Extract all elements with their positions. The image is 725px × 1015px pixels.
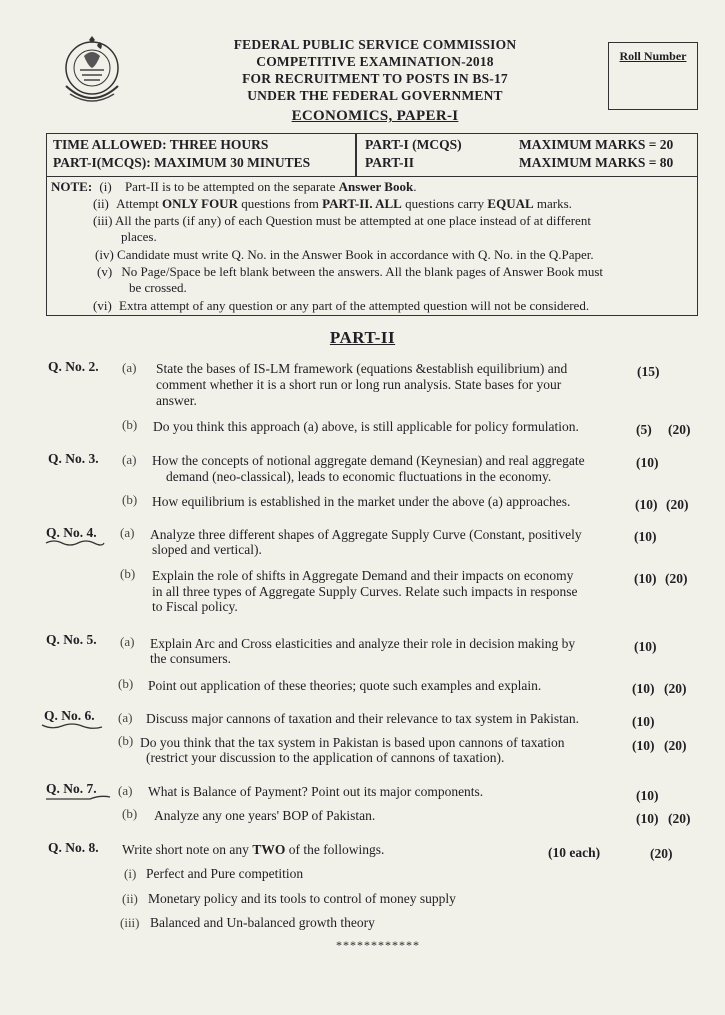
q4a-marks: (10) [634, 529, 657, 544]
q3a-text-1: How the concepts of notional aggregate demand (Keynesian) and real aggregate [152, 453, 585, 468]
roll-number-box[interactable] [608, 42, 698, 110]
q8-i-label: (i) [124, 866, 137, 881]
q6b-marks: (10) [632, 738, 655, 753]
q7-underline-mark [44, 795, 114, 803]
q5a-label: (a) [120, 634, 135, 649]
q8-marks-each: (10 each) [548, 845, 601, 860]
time-marks-box [46, 133, 698, 177]
note-item-6: (vi) Extra attempt of any question or any part of the attempted question will not be considered. [93, 298, 590, 313]
q7-number: Q. No. 7. [46, 781, 97, 796]
q2b-text-1: Do you think this approach (a) above, is still applicable for policy formulation. [153, 419, 579, 434]
q8-ii-text: Monetary policy and its tools to control of money supply [148, 891, 456, 906]
q6b-text-1: Do you think that the tax system in Pakistan is based upon cannons of taxation [140, 735, 565, 750]
q3-number: Q. No. 3. [48, 451, 99, 466]
q7-total: (20) [668, 811, 691, 826]
q6a-text-1: Discuss major cannons of taxation and their relevance to tax system in Pakistan. [146, 711, 580, 726]
q7b-text-1: Analyze any one years' BOP of Pakistan. [154, 808, 376, 823]
note-item-2: (ii) Attempt ONLY FOUR questions from PART-II. ALL questions carry EQUAL marks. [93, 196, 572, 211]
q2b-marks: (5) [636, 422, 652, 437]
q3b-marks: (10) [635, 497, 658, 512]
fpsc-seal-icon [56, 34, 128, 110]
q7a-marks: (10) [636, 788, 659, 803]
q4-total: (20) [665, 571, 688, 586]
q6a-marks: (10) [632, 714, 655, 729]
q6-underline-mark [40, 722, 106, 730]
q4b-marks: (10) [634, 571, 657, 586]
note-item-3-cont: places. [121, 229, 157, 244]
q7b-marks: (10) [636, 811, 659, 826]
q8-iii-label: (iii) [120, 915, 140, 930]
q4a-text-1: Analyze three different shapes of Aggregate Supply Curve (Constant, positively [150, 527, 582, 542]
q2a-text-2: comment whether it is a short run or long run analysis. State bases for your [156, 377, 562, 392]
note-num: (i) [99, 179, 112, 194]
q3a-label: (a) [122, 452, 137, 467]
government-line: UNDER THE FEDERAL GOVERNMENT [247, 88, 503, 103]
q3-total: (20) [666, 497, 689, 512]
q4b-text-1: Explain the role of shifts in Aggregate Demand and their impacts on economy [152, 568, 574, 583]
q2a-text-3: answer. [156, 393, 197, 408]
q2a-marks: (15) [637, 364, 660, 379]
part2-label: PART-II [365, 155, 415, 170]
q5b-marks: (10) [632, 681, 655, 696]
q6-number: Q. No. 6. [44, 708, 95, 723]
q5a-text-2: the consumers. [150, 651, 231, 666]
paper-title: ECONOMICS, PAPER-I [291, 108, 459, 124]
part2-marks: MAXIMUM MARKS = 80 [519, 155, 674, 170]
exam-name: COMPETITIVE EXAMINATION-2018 [256, 54, 494, 69]
q5b-label: (b) [118, 676, 134, 691]
q2b-label: (b) [122, 417, 138, 432]
q7a-text-1: What is Balance of Payment? Point out its major components. [148, 784, 484, 799]
q6b-label: (b) [118, 733, 134, 748]
q8-intro: Write short note on any TWO of the followings. [122, 842, 385, 857]
q5-number: Q. No. 5. [46, 632, 97, 647]
note-item-4: (iv) Candidate must write Q. No. in the Answer Book in accordance with Q. No. in the Q.Paper. [95, 247, 594, 262]
part1-marks: MAXIMUM MARKS = 20 [519, 137, 674, 152]
mcq-time: PART-I(MCQS): MAXIMUM 30 MINUTES [53, 155, 311, 170]
q8-iii-text: Balanced and Un-balanced growth theory [150, 915, 375, 930]
q8-number: Q. No. 8. [48, 840, 99, 855]
q8-total: (20) [650, 846, 673, 861]
q4-number: Q. No. 4. [46, 525, 97, 540]
recruitment-line: FOR RECRUITMENT TO POSTS IN BS-17 [242, 71, 508, 86]
note-item-3: (iii) All the parts (if any) of each Question must be attempted at one place instead of at different [93, 213, 591, 228]
note-lead: NOTE: [51, 179, 93, 194]
box-divider [355, 134, 357, 176]
q3b-text-1: How equilibrium is established in the market under the above (a) approaches. [152, 494, 571, 509]
q4-underline-mark [44, 539, 106, 547]
q6a-label: (a) [118, 710, 133, 725]
q4a-label: (a) [120, 525, 135, 540]
q3a-text-2: demand (neo-classical), leads to economic fluctuations in the economy. [166, 469, 552, 484]
q2-total: (20) [668, 422, 691, 437]
q2a-text-1: State the bases of IS-LM framework (equations &establish equilibrium) and [156, 361, 568, 376]
note-item-5-cont: be crossed. [129, 280, 187, 295]
q5a-marks: (10) [634, 639, 657, 654]
exam-header [200, 36, 550, 104]
q7a-label: (a) [118, 783, 133, 798]
end-marker: ************ [336, 938, 420, 952]
q3b-label: (b) [122, 492, 138, 507]
q6b-text-2: (restrict your discussion to the application of cannons of taxation). [146, 750, 505, 765]
commission-name: FEDERAL PUBLIC SERVICE COMMISSION [233, 37, 517, 52]
roll-number-label: Roll Number [619, 49, 687, 63]
q6-total: (20) [664, 738, 687, 753]
note-item-5: (v) No Page/Space be left blank between the answers. All the blank pages of Answer Book must [97, 264, 604, 279]
q4a-text-2: sloped and vertical). [152, 542, 262, 557]
part-title: PART-II [329, 328, 396, 347]
time-allowed: TIME ALLOWED: THREE HOURS [53, 137, 269, 152]
q2a-label: (a) [122, 360, 137, 375]
q5-total: (20) [664, 681, 687, 696]
q7b-label: (b) [122, 806, 138, 821]
part1-label: PART-I (MCQS) [365, 137, 462, 152]
q8-i-text: Perfect and Pure competition [146, 866, 304, 881]
note-item-1: NOTE: (i) Part-II is to be attempted on the separate Answer Book. [51, 179, 417, 194]
q2-number: Q. No. 2. [48, 359, 99, 374]
q8-ii-label: (ii) [122, 891, 138, 906]
q4b-text-3: to Fiscal policy. [152, 599, 238, 614]
q4b-text-2: in all three types of Aggregate Supply Curves. Relate such impacts in response [152, 584, 578, 599]
instructions-note [46, 176, 698, 316]
q5b-text-1: Point out application of these theories; quote such examples and explain. [148, 678, 542, 693]
q4b-label: (b) [120, 566, 136, 581]
q3a-marks: (10) [636, 455, 659, 470]
q5a-text-1: Explain Arc and Cross elasticities and analyze their role in decision making by [150, 636, 576, 651]
